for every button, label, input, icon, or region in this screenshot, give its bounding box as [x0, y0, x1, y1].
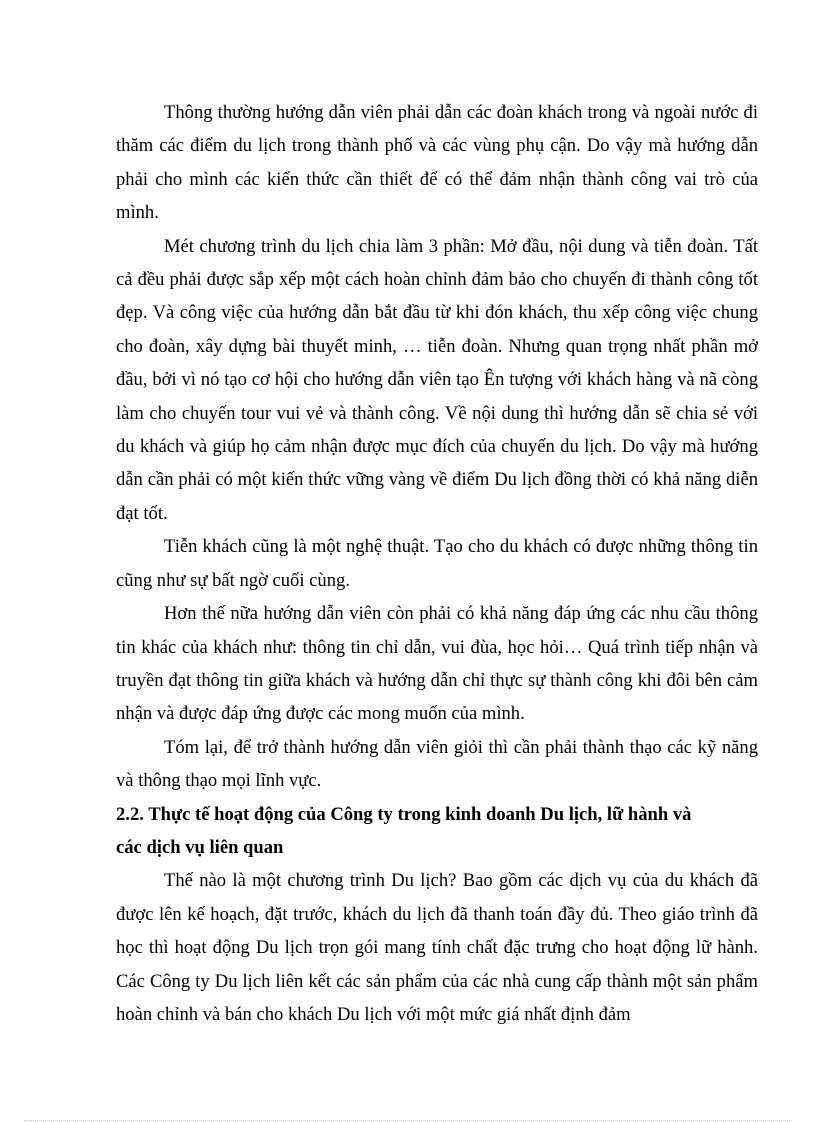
- paragraph-farewell: Tiễn khách cũng là một nghệ thuật. Tạo cho du khách có được những thông tin cũng như sự bất ngờ cuối cùng.: [116, 536, 758, 591]
- paragraph-summary: Tóm lại, để trở thành hướng dẫn viên giỏi thì cần phải thành thạo các kỹ năng và thông thạo mọi lĩnh vực.: [116, 736, 758, 792]
- paragraph-information-needs: Hơn thế nữa hướng dẫn viên còn phải có khả năng đáp ứng các nhu cầu thông tin khác của khách như: thông tin chỉ dẫn, vui đùa, học hỏi… Quá trình tiếp nhận và truyền đạt thông tin giữa khách và hướng dẫn chỉ thực sự thành công khi đôi bên cảm nhận và được đáp ứng được các mong muốn của mình.: [116, 603, 758, 725]
- page-bottom-dotted-rule: [24, 1120, 792, 1121]
- paragraph-guide-duties: Thông thường hướng dẫn viên phải dẫn các đoàn khách trong và ngoài nước đi thăm các điểm du lịch trong thành phố và các vùng phụ cận. Do vậy mà hướng dẫn phải cho mình các kiến thức cần thiết để có thể đảm nhận thành công vai trò của mình.: [116, 102, 758, 224]
- document-body: [116, 96, 758, 1031]
- paragraph-tour-definition: Thế nào là một chương trình Du lịch? Bao gồm các dịch vụ của du khách đã được lên kế hoạch, đặt trước, khách du lịch đã thanh toán đầy đủ. Theo giáo trình đã học thì hoạt động Du lịch trọn gói mang tính chất đặc trưng cho hoạt động lữ hành. Các Công ty Du lịch liên kết các sản phẩm của các nhà cung cấp thành một sản phẩm hoàn chỉnh và bán cho khách Du lịch với một mức giá nhất định đảm: [116, 870, 758, 1025]
- section-heading-line-2: các dịch vụ liên quan: [116, 836, 284, 858]
- section-heading-line-1: 2.2. Thực tế hoạt động của Công ty trong kinh doanh Du lịch, lữ hành và: [116, 803, 692, 825]
- paragraph-tour-program: Mét chương trình du lịch chia làm 3 phần: Mở đầu, nội dung và tiễn đoàn. Tất cả đều phải được sắp xếp một cách hoàn chỉnh đảm bảo cho chuyến đi thành công tốt đẹp. Và công việc của hướng dẫn bắt đầu từ khi đón khách, thu xếp công việc chung cho đoàn, xây dựng bài thuyết minh, … tiễn đoàn. Nhưng quan trọng nhất phần mở đầu, bởi vì nó tạo cơ hội cho hướng dẫn viên tạo Ên tượng với khách hàng và nã còng làm cho chuyến tour vui vẻ và thành công. Về nội dung thì hướng dẫn sẽ chia sẻ với du khách và giúp họ cảm nhận được mục đích của chuyến du lịch. Do vậy mà hướng dẫn cần phải có một kiến thức vững vàng về điểm Du lịch đồng thời có khả năng diễn đạt tốt.: [116, 235, 758, 524]
